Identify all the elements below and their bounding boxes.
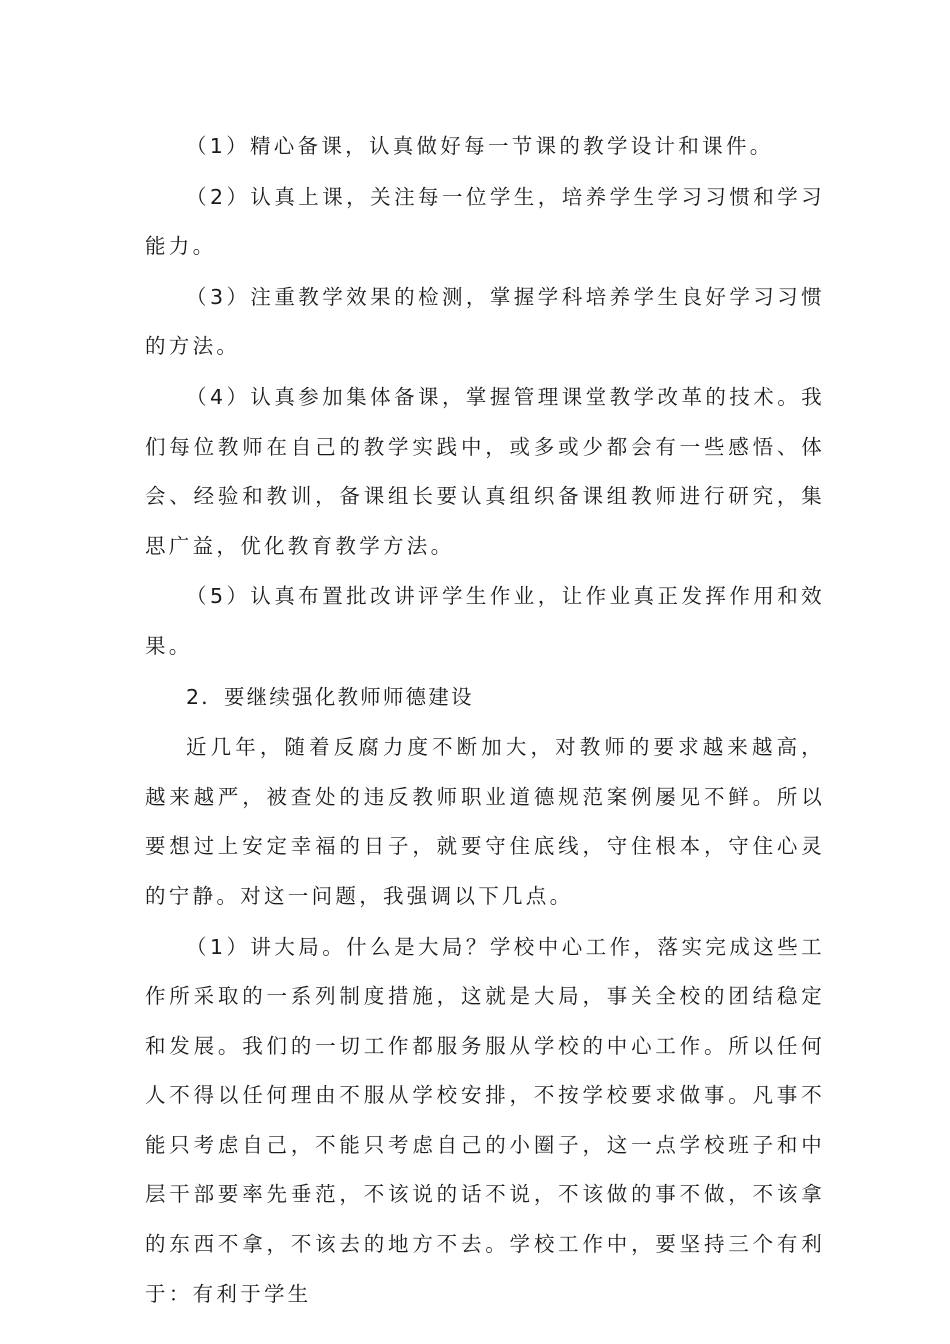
- paragraph-6: 近几年，随着反腐力度不断加大，对教师的要求越来越高，越来越严，被查处的违反教师职业道德规范案例屡见不鲜。所以要想过上安定幸福的日子，就要守住底线，守住根本，守住心灵的宁静。对这一问题，我强调以下几点。: [145, 735, 825, 908]
- paragraph-5: （5）认真布置批改讲评学生作业，让作业真正发挥作用和效果。: [145, 584, 825, 658]
- paragraph-3: （3）注重教学效果的检测，掌握学科培养学生良好学习习惯的方法。: [145, 284, 825, 359]
- paragraph-2: （2）认真上课，关注每一位学生，培养学生学习习惯和学习能力。: [145, 184, 825, 259]
- document-page: [145, 122, 825, 1320]
- paragraph-4: （4）认真参加集体备课，掌握管理课堂教学改革的技术。我们每位教师在自己的教学实践中，或多或少都会有一些感悟、体会、经验和教训，备课组长要认真组织备课组教师进行研究，集思广益，优化教育教学方法。: [145, 384, 825, 558]
- paragraph-1: （1）精心备课，认真做好每一节课的教学设计和课件。: [186, 134, 774, 158]
- paragraph-7: （1）讲大局。什么是大局？学校中心工作，落实完成这些工作所采取的一系列制度措施，这就是大局，事关全校的团结稳定和发展。我们的一切工作都服务服从学校的中心工作。所以任何人不得以任何理由不服从学校安排，不按学校要求做事。凡事不能只考虑自己，不能只考虑自己的小圈子，这一点学校班子和中层干部要率先垂范，不该说的话不说，不该做的事不做，不该拿的东西不拿，不该去的地方不去。学校工作中，要坚持三个有利于：有利于学生: [145, 934, 825, 1306]
- section-heading: 2．要继续强化教师师德建设: [186, 684, 474, 709]
